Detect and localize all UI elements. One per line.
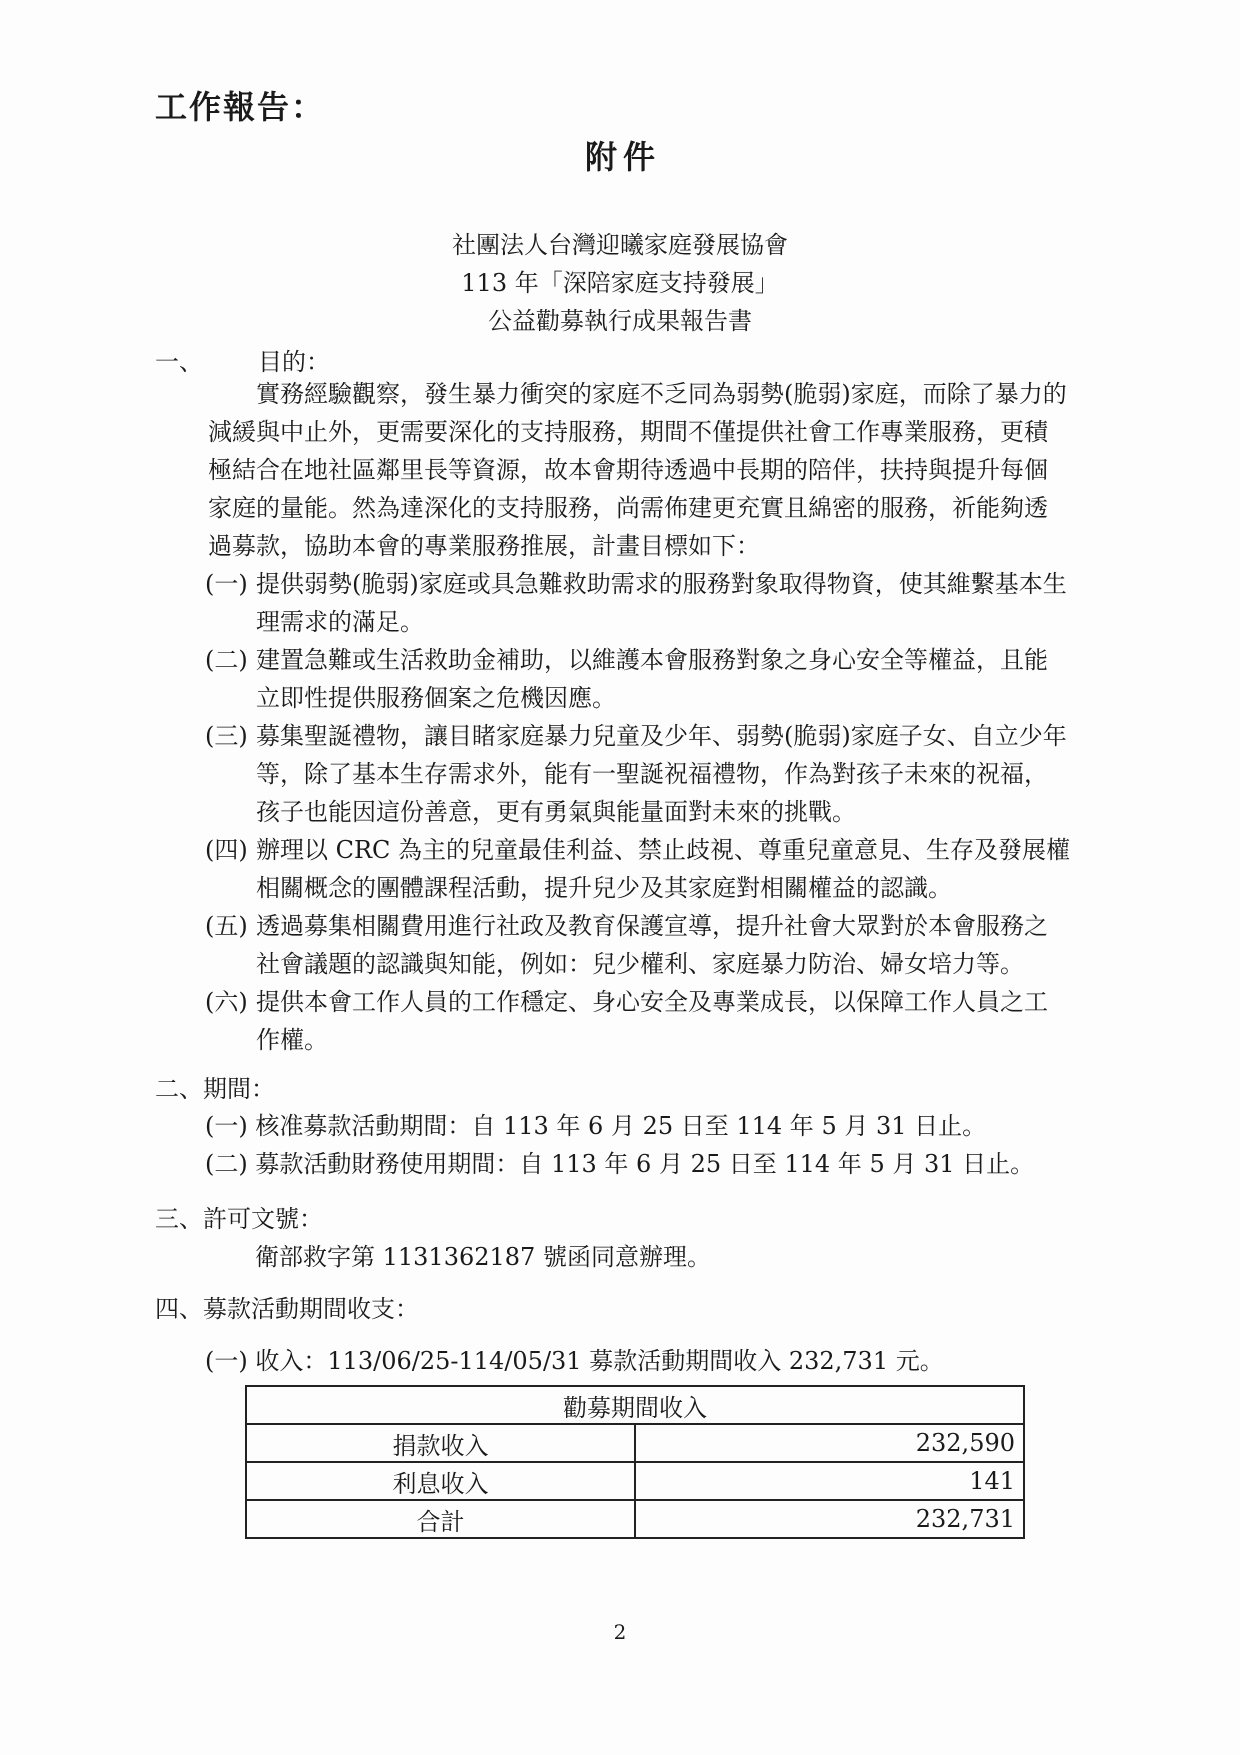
goal-marker: (六) — [205, 988, 248, 1016]
row-value: 232,731 — [635, 1500, 1024, 1538]
goal-line: 立即性提供服務個案之危機因應。 — [256, 684, 616, 712]
paragraph-line: 過募款，協助本會的專業服務推展，計畫目標如下： — [208, 532, 760, 560]
goal-item — [205, 831, 1095, 907]
goal-item — [205, 641, 1095, 717]
table-row — [246, 1500, 1024, 1538]
income-line: (一) 收入：113/06/25-114/05/31 募款活動期間收入 232,731 元。 — [205, 1347, 944, 1375]
goal-line: 提供弱勢(脆弱)家庭或具急難救助需求的服務對象取得物資，使其維繫基本生 — [256, 570, 1067, 598]
table-row — [246, 1424, 1024, 1462]
goal-line: 透過募集相關費用進行社政及教育保護宣導，提升社會大眾對於本會服務之 — [256, 912, 1048, 940]
goal-marker: (一) — [205, 570, 248, 598]
row-label: 捐款收入 — [246, 1424, 635, 1462]
goal-marker: (四) — [205, 836, 248, 864]
goal-item — [205, 717, 1095, 831]
goal-marker: (二) — [205, 646, 248, 674]
goal-line: 募集聖誕禮物，讓目睹家庭暴力兒童及少年、弱勢(脆弱)家庭子女、自立少年 — [256, 722, 1067, 750]
section3-heading: 三、許可文號： — [155, 1205, 323, 1233]
section1-paragraph — [208, 375, 1088, 565]
goal-line: 社會議題的認識與知能，例如：兒少權利、家庭暴力防治、婦女培力等。 — [256, 950, 1024, 978]
goal-line: 提供本會工作人員的工作穩定、身心安全及專業成長，以保障工作人員之工 — [256, 988, 1048, 1016]
row-value: 232,590 — [635, 1424, 1024, 1462]
org-name: 社團法人台灣迎曦家庭發展協會 — [452, 231, 788, 259]
report-heading: 工作報告： — [155, 88, 326, 126]
goal-line: 理需求的滿足。 — [256, 608, 424, 636]
goal-line: 相關概念的團體課程活動，提升兒少及其家庭對相關權益的認識。 — [256, 874, 952, 902]
section2-heading: 二、期間： — [155, 1075, 275, 1103]
project-name: 113 年「深陪家庭支持發展」 — [461, 269, 779, 297]
goal-line: 作權。 — [256, 1026, 328, 1054]
section1-goal-list — [205, 565, 1095, 1059]
table-row — [246, 1462, 1024, 1500]
permit-number-text: 衛部救字第 1131362187 號函同意辦理。 — [255, 1243, 711, 1271]
table-header-row — [246, 1386, 1024, 1424]
row-value: 141 — [635, 1462, 1024, 1500]
table-header: 勸募期間收入 — [246, 1386, 1024, 1424]
row-label: 合計 — [246, 1500, 635, 1538]
paragraph-line: 家庭的量能。然為達深化的支持服務，尚需佈建更充實且綿密的服務，祈能夠透 — [208, 494, 1048, 522]
paragraph-line: 實務經驗觀察，發生暴力衝突的家庭不乏同為弱勢(脆弱)家庭，而除了暴力的 — [208, 380, 1067, 408]
goal-marker: (三) — [205, 722, 248, 750]
paragraph-line: 極結合在地社區鄰里長等資源，故本會期待透過中長期的陪伴，扶持與提升每個 — [208, 456, 1048, 484]
paragraph-line: 減緩與中止外，更需要深化的支持服務，期間不僅提供社會工作專業服務，更積 — [208, 418, 1048, 446]
goal-line: 建置急難或生活救助金補助，以維護本會服務對象之身心安全等權益，且能 — [256, 646, 1048, 674]
goal-item — [205, 983, 1095, 1059]
section1-title: 目的： — [258, 348, 330, 376]
section1-number: 一、 — [155, 348, 203, 376]
goal-item — [205, 565, 1095, 641]
attachment-heading: 附件 — [585, 138, 662, 176]
income-table — [245, 1385, 1025, 1539]
report-name: 公益勸募執行成果報告書 — [488, 307, 752, 335]
goal-line: 孩子也能因這份善意，更有勇氣與能量面對未來的挑戰。 — [256, 798, 856, 826]
goal-line: 等，除了基本生存需求外，能有一聖誕祝福禮物，作為對孩子未來的祝福， — [256, 760, 1048, 788]
goal-line: 辦理以 CRC 為主的兒童最佳利益、禁止歧視、尊重兒童意見、生存及發展權 — [256, 836, 1071, 864]
row-label: 利息收入 — [246, 1462, 635, 1500]
period-item: (二) 募款活動財務使用期間：自 113 年 6 月 25 日至 114 年 5 月 31 日止。 — [205, 1150, 1035, 1178]
period-item: (一) 核准募款活動期間：自 113 年 6 月 25 日至 114 年 5 月 31 日止。 — [205, 1112, 987, 1140]
page-number: 2 — [613, 1620, 627, 1644]
goal-item — [205, 907, 1095, 983]
goal-marker: (五) — [205, 912, 248, 940]
section4-heading: 四、募款活動期間收支： — [155, 1295, 419, 1323]
